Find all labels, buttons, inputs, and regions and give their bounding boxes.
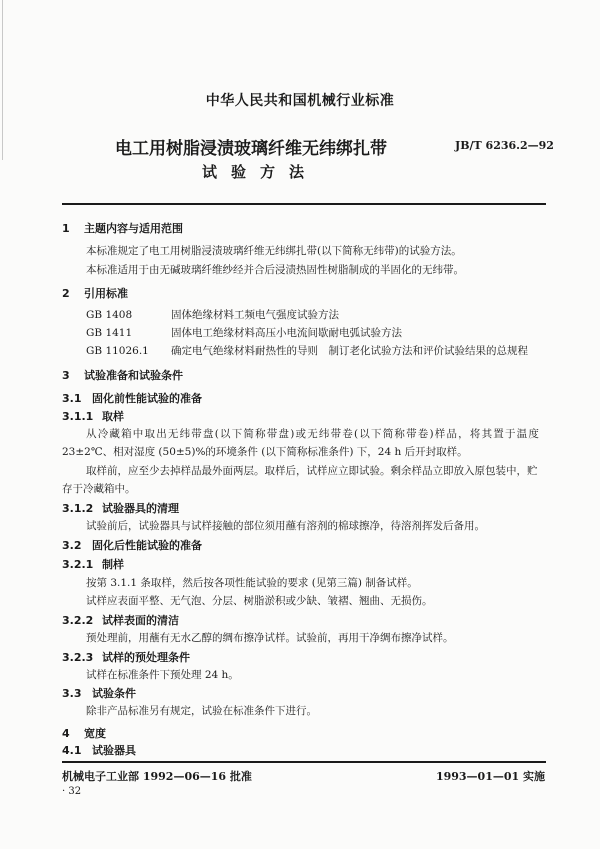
section-1-para-1: 本标准规定了电工用树脂浸渍玻璃纤维无纬绑扎带(以下简称无纬带)的试验方法。 <box>86 245 462 257</box>
section-3-1-2-para: 试验前后，试验器具与试样接触的部位须用蘸有溶剂的棉球擦净，待溶剂挥发后备用。 <box>86 520 485 532</box>
section-3-1-2-heading: 3.1.2 试验器具的清理 <box>62 502 179 515</box>
document-code: JB/T 6236.2—92 <box>455 139 554 152</box>
effective-date: 1993—01—01 实施 <box>435 770 545 783</box>
section-2-heading: 2 引用标准 <box>62 287 128 300</box>
section-3-1-heading: 3.1 固化前性能试验的准备 <box>62 392 202 405</box>
section-3-2-heading: 3.2 固化后性能试验的准备 <box>62 539 202 552</box>
ref-title: 固体绝缘材料工频电气强度试验方法 <box>171 309 339 321</box>
section-4-1-heading: 4.1 试验器具 <box>62 744 136 757</box>
document-subtitle: 试验方法 <box>201 163 318 181</box>
section-3-2-2-para: 预处理前，用蘸有无水乙醇的绸布擦净试样。试验前，再用干净绸布擦净试样。 <box>86 632 454 644</box>
section-3-2-1-para-2: 试样应表面平整、无气泡、分层、树脂淤积或少缺、皱褶、翘曲、无损伤。 <box>86 595 433 607</box>
section-3-1-1-heading: 3.1.1 取样 <box>62 410 124 423</box>
footer-rule <box>62 761 546 763</box>
document-title: 电工用树脂浸渍玻璃纤维无纬绑扎带 <box>115 139 387 159</box>
section-3-3-heading: 3.3 试验条件 <box>62 687 136 700</box>
approval-info: 机械电子工业部 1992—06—16 批准 <box>62 770 252 783</box>
section-4-heading: 4 宽度 <box>62 727 106 740</box>
section-3-1-1-para-1a: 从冷藏箱中取出无纬带盘(以下简称带盘)或无纬带卷(以下简称带卷)样品，将其置于温度 <box>86 428 541 440</box>
section-1-para-2: 本标准适用于由无碱玻璃纤维纱经并合后浸渍热固性树脂制成的半固化的无纬带。 <box>86 264 464 276</box>
section-3-1-1-para-2a: 取样前，应至少去掉样品最外面两层。取样后，试样应立即试验。剩余样品立即放入原包装中，贮 <box>86 465 538 477</box>
section-3-2-3-heading: 3.2.3 试样的预处理条件 <box>62 651 190 664</box>
section-3-1-1-para-2b: 存于冷藏箱中。 <box>62 483 136 495</box>
section-3-3-para: 除非产品标准另有规定，试验在标准条件下进行。 <box>86 705 317 717</box>
section-3-2-1-para-1: 按第 3.1.1 条取样，然后按各项性能试验的要求 (见第三篇) 制备试样。 <box>86 577 418 589</box>
ref-title: 固体电工绝缘材料高压小电流间歇耐电弧试验方法 <box>171 327 402 339</box>
ref-code: GB 11026.1 <box>86 345 149 357</box>
ref-row <box>86 307 339 322</box>
section-3-1-1-para-1b: 23±2℃、相对湿度 (50±5)%的环境条件 (以下简称标准条件) 下，24 h 后开封取样。 <box>62 446 468 458</box>
ref-title: 确定电气绝缘材料耐热性的导则 制订老化试验方法和评价试验结果的总规程 <box>171 345 528 357</box>
standard-category: 中华人民共和国机械行业标准 <box>205 93 395 109</box>
ref-code: GB 1411 <box>86 327 133 339</box>
page-number: · 32 <box>62 786 82 797</box>
section-3-heading: 3 试验准备和试验条件 <box>62 369 183 382</box>
section-3-2-3-para: 试样在标准条件下预处理 24 h。 <box>86 669 239 681</box>
ref-code: GB 1408 <box>86 309 133 321</box>
header-rule <box>62 203 546 205</box>
scan-edge <box>2 0 3 160</box>
ref-row <box>86 343 528 358</box>
ref-row <box>86 325 402 340</box>
section-3-2-2-heading: 3.2.2 试样表面的清洁 <box>62 614 179 627</box>
section-1-heading: 1 主题内容与适用范围 <box>62 222 183 235</box>
section-3-2-1-heading: 3.2.1 制样 <box>62 558 124 571</box>
